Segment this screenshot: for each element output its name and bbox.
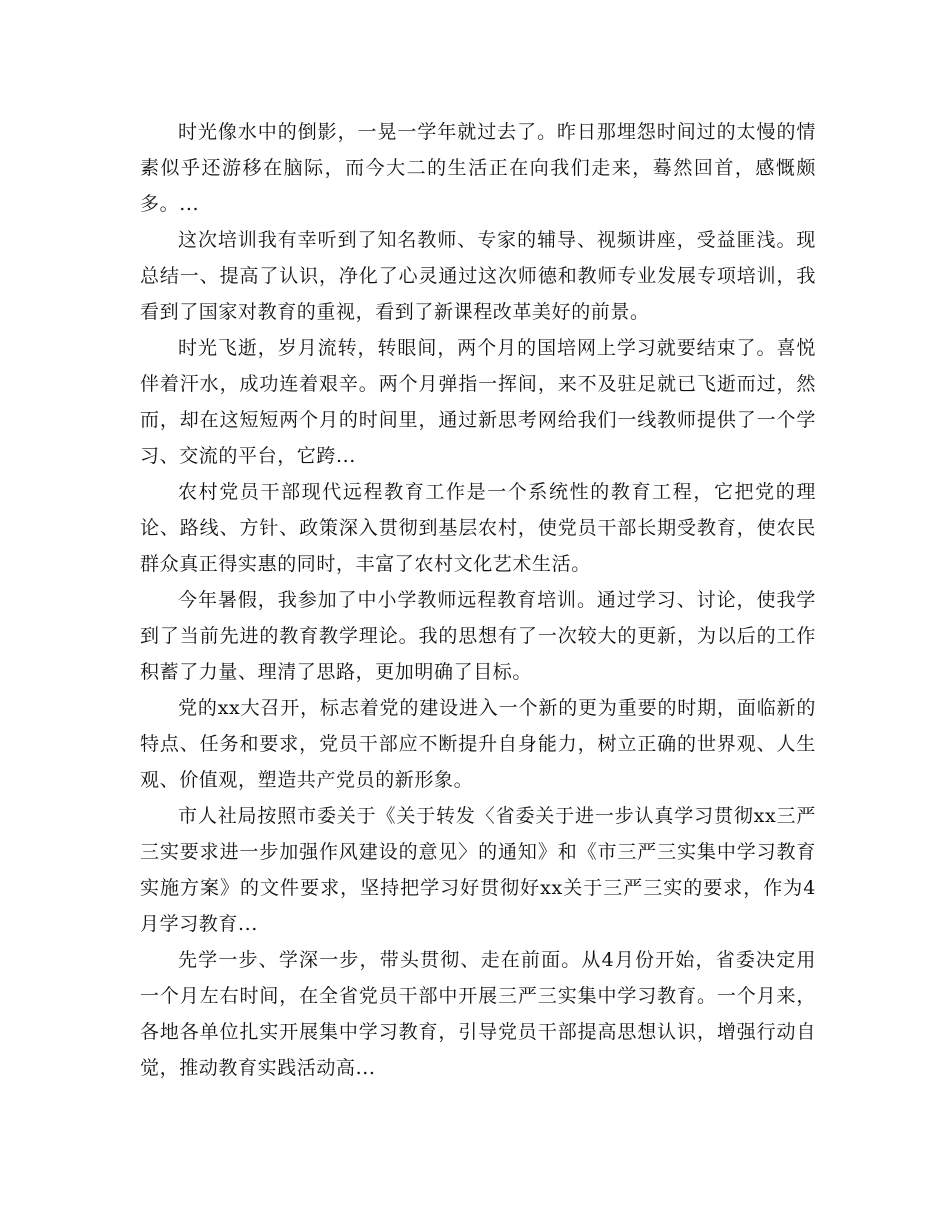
document-body [140,114,816,1086]
paragraph: 党的xx大召开，标志着党的建设进入一个新的更为重要的时期，面临新的特点、任务和要求，党员干部应不断提升自身能力，树立正确的世界观、人生观、价值观，塑造共产党员的新形象。 [140,697,816,791]
paragraph: 今年暑假，我参加了中小学教师远程教育培训。通过学习、讨论，使我学到了当前先进的教育教学理论。我的思想有了一次较大的更新，为以后的工作积蓄了力量、理清了思路，更加明确了目标。 [140,589,816,683]
paragraph: 先学一步、学深一步，带头贯彻、走在前面。从4月份开始，省委决定用一个月左右时间，在全省党员干部中开展三严三实集中学习教育。一个月来，各地各单位扎实开展集中学习教育，引导党员干部提高思想认识，增强行动自觉，推动教育实践活动高... [140,949,816,1079]
paragraph: 时光像水中的倒影，一晃一学年就过去了。昨日那埋怨时间过的太慢的情素似乎还游移在脑际，而今大二的生活正在向我们走来，蓦然回首，感慨颇多。... [140,121,816,215]
paragraph: 时光飞逝，岁月流转，转眼间，两个月的国培网上学习就要结束了。喜悦伴着汗水，成功连着艰辛。两个月弹指一挥间，来不及驻足就已飞逝而过，然而，却在这短短两个月的时间里，通过新思考网给我们一线教师提供了一个学习、交流的平台，它跨... [140,337,816,467]
paragraph: 市人社局按照市委关于《关于转发〈省委关于进一步认真学习贯彻xx三严三实要求进一步加强作风建设的意见〉的通知》和《市三严三实集中学习教育实施方案》的文件要求，坚持把学习好贯彻好xx关于三严三实的要求，作为4月学习教育... [140,805,816,935]
paragraph: 这次培训我有幸听到了知名教师、专家的辅导、视频讲座，受益匪浅。现总结一、提高了认识，净化了心灵通过这次师德和教师专业发展专项培训，我看到了国家对教育的重视，看到了新课程改革美好的前景。 [140,229,816,323]
paragraph: 农村党员干部现代远程教育工作是一个系统性的教育工程，它把党的理论、路线、方针、政策深入贯彻到基层农村，使党员干部长期受教育，使农民群众真正得实惠的同时，丰富了农村文化艺术生活。 [140,481,816,575]
